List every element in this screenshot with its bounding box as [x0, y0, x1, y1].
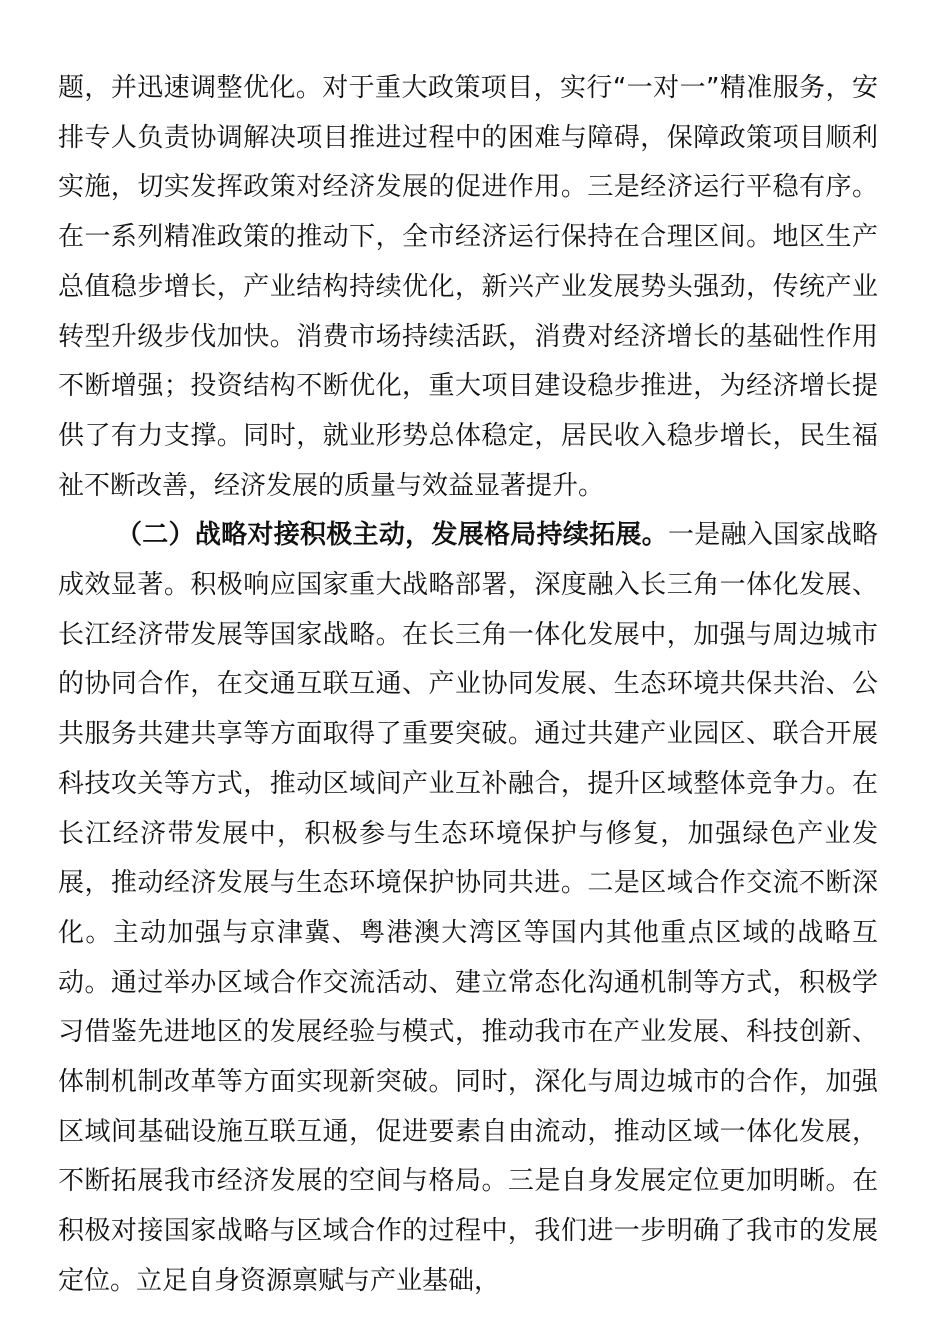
paragraph-text: 一是融入国家战略成效显著。积极响应国家重大战略部署，深度融入长三角一体化发展、长江经济带发展等国家战略。在长三角一体化发展中，加强与周边城市的协同合作，在交通互联互通、产业协同发展、生态环境共保共治、公共服务共建共享等方面取得了重要突破。通过共建产业园区、联合开展科技攻关等方式，推动区域间产业互补融合，提升区域整体竞争力。在长江经济带发展中，积极参与生态环境保护与修复，加强绿色产业发展，推动经济发展与生态环境保护协同共进。二是区域合作交流不断深化。主动加强与京津冀、粤港澳大湾区等国内其他重点区域的战略互动。通过举办区域合作交流活动、建立常态化沟通机制等方式，积极学习借鉴先进地区的发展经验与模式，推动我市在产业发展、科技创新、体制机制改革等方面实现新突破。同时，深化与周边城市的合作，加强区域间基础设施互联互通，促进要素自由流动，推动区域一体化发展，不断拓展我市经济发展的空间与格局。三是自身发展定位更加明晰。在积极对接国家战略与区域合作的过程中，我们进一步明确了我市的发展定位。立足自身资源禀赋与产业基础， [58, 520, 878, 1296]
document-page [58, 64, 878, 1307]
paragraph-text: 题，并迅速调整优化。对于重大政策项目，实行“一对一”精准服务，安排专人负责协调解决项目推进过程中的困难与障碍，保障政策项目顺利实施，切实发挥政策对经济发展的促进作用。三是经济运行平稳有序。在一系列精准政策的推动下，全市经济运行保持在合理区间。地区生产总值稳步增长，产业结构持续优化，新兴产业发展势头强劲，传统产业转型升级步伐加快。消费市场持续活跃，消费对经济增长的基础性作用不断增强；投资结构不断优化，重大项目建设稳步推进，为经济增长提供了有力支撑。同时，就业形势总体稳定，居民收入稳步增长，民生福祉不断改善，经济发展的质量与效益显著提升。 [58, 73, 878, 501]
paragraph-section-two [58, 511, 878, 1306]
section-heading: （二）战略对接积极主动，发展格局持续拓展。 [116, 520, 668, 551]
paragraph-continuation [58, 64, 878, 511]
